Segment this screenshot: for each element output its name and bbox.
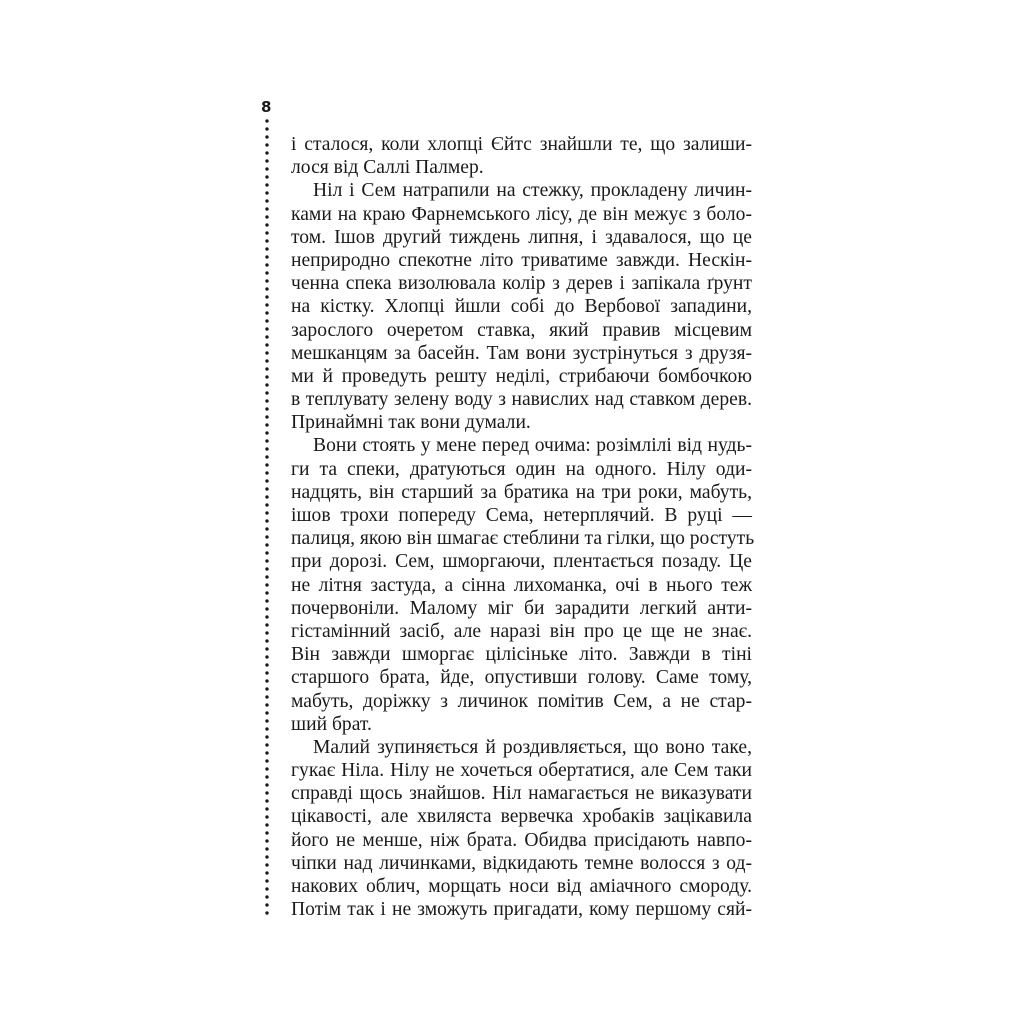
text-line: чіпки над личинками, відкидають темне волосся з од- [291, 852, 752, 874]
text-line: палиця, якою він шмагає стеблини та гілки, що ростуть [291, 528, 755, 550]
body-text [291, 133, 755, 921]
text-line: в теплувату зелену воду з навислих над ставком дерев. [291, 389, 752, 411]
text-line: Потім так і не зможуть пригадати, кому першому сяй- [291, 899, 752, 921]
text-line: ший брат. [291, 713, 372, 735]
text-line: його не менше, ніж брата. Обидва присідають навпо- [291, 829, 752, 851]
text-line: цікавості, але хвиляста вервечка хробаків зацікавила [291, 806, 752, 828]
text-line: почервоніли. Малому міг би зарадити легкий анти- [291, 597, 752, 619]
text-line: ішов трохи попереду Сема, нетерплячий. В руці — [291, 505, 752, 526]
text-line: ги та спеки, дратуються один на одного. Нілу оди- [291, 458, 752, 480]
paragraph-first-line: Малий зупиняється й роздивляється, що воно таке, [313, 736, 752, 758]
text-line: і сталося, коли хлопці Єйтс знайшли те, що залиши- [291, 134, 752, 155]
text-line: гукає Ніла. Нілу не хочеться обертатися, але Сем таки [291, 760, 752, 782]
page-number: 8 [261, 98, 272, 116]
text-line: лося від Саллі Палмер. [291, 157, 484, 179]
text-line: надцять, він старший за братика на три роки, мабуть, [291, 481, 752, 503]
paragraph-first-line: Вони стоять у мене перед очима: розімлілі від нудь- [313, 435, 752, 457]
text-line: старшого брата, йде, опустивши голову. Саме тому, [291, 667, 752, 689]
text-line: мешканцям за басейн. Там вони зустрінуться з друзя- [291, 342, 752, 364]
text-line: Принаймні так вони думали. [291, 412, 531, 434]
text-line: не літня застуда, а сінна лихоманка, очі в нього теж [291, 574, 752, 596]
text-line: ченна спека визолювала колір з дерев і запікала ґрунт [291, 273, 752, 295]
text-line: на кістку. Хлопці йшли собі до Вербової западини, [291, 296, 752, 318]
text-line: ми й проведуть решту неділі, стрибаючи бомбочкою [291, 365, 752, 387]
text-line: гістамінний засіб, але наразі він про це ще не знає. [291, 620, 752, 642]
text-line: зарослого очеретом ставка, який правив місцевим [291, 319, 752, 341]
text-line: мабуть, доріжку з личинок помітив Сем, а не стар- [291, 690, 752, 712]
text-line: том. Ішов другий тиждень липня, і здавалося, що це [291, 226, 752, 248]
text-line: ками на краю Фарнемського лісу, де він межує з боло- [291, 203, 752, 225]
text-line: Він завжди шморгає цілісіньке літо. Завжди в тіні [291, 644, 752, 666]
text-line: справді щось знайшов. Ніл намагається не виказувати [291, 783, 752, 805]
dotted-margin-rule [265, 117, 269, 919]
text-line: при дорозі. Сем, шморгаючи, плентається позаду. Це [291, 551, 752, 573]
text-line: неприродно спекотне літо триватиме завжди. Нескін- [291, 249, 752, 271]
paragraph-first-line: Ніл і Сем натрапили на стежку, прокладену личин- [313, 180, 752, 202]
text-line: накових облич, морщать носи від аміачного смороду. [291, 876, 752, 897]
